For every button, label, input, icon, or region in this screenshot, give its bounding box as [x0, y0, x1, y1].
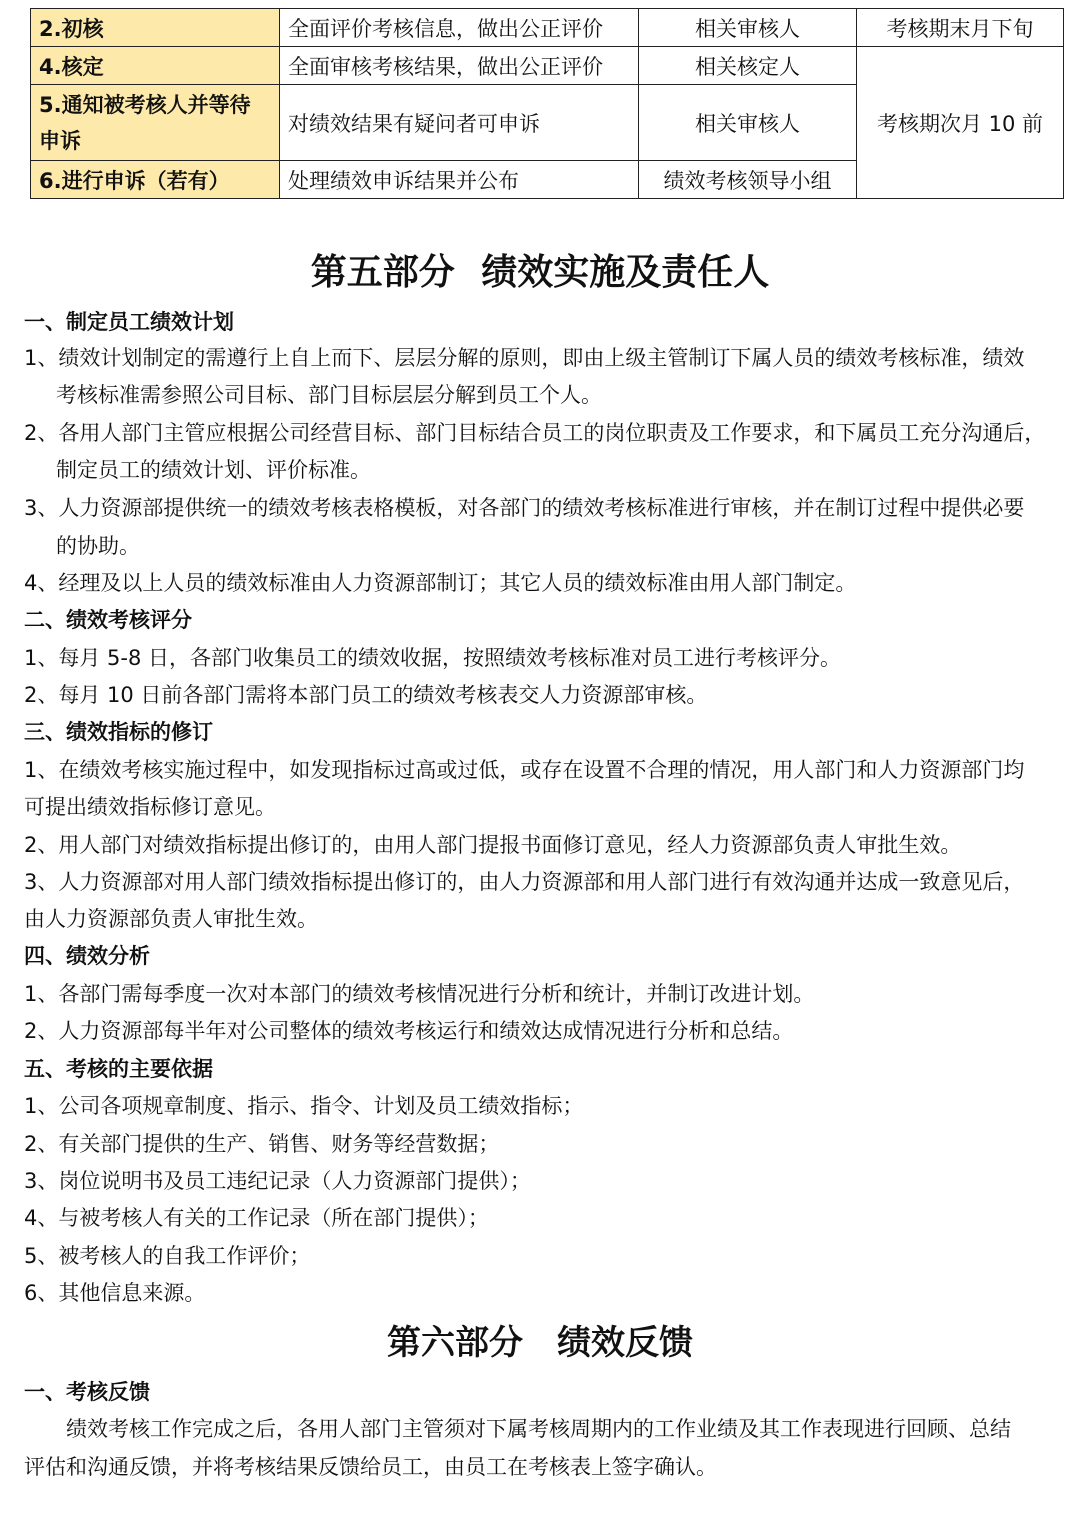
desc-cell: 处理绩效申诉结果并公布: [280, 161, 639, 199]
person-cell: 相关核定人: [639, 47, 857, 85]
process-table: [30, 8, 1064, 199]
table-row: [31, 47, 1064, 85]
list-item: 2、每月 10 日前各部门需将本部门员工的绩效考核表交人力资源部审核。: [24, 683, 708, 707]
time-cell: 考核期次月 10 前: [857, 47, 1064, 199]
time-cell: 考核期末月下旬: [857, 9, 1064, 47]
list-item: 4、经理及以上人员的绩效标准由人力资源部制订；其它人员的绩效标准由用人部门制定。: [24, 571, 857, 595]
person-cell: 相关审核人: [639, 9, 857, 47]
list-item: 3、人力资源部提供统一的绩效考核表格模板，对各部门的绩效考核标准进行审核，并在制订过程中提供必要: [24, 496, 1025, 520]
list-item-cont: 的协助。: [56, 534, 140, 558]
part5-title: 第五部分 绩效实施及责任人: [310, 252, 770, 293]
list-item-cont: 考核标准需参照公司目标、部门目标层层分解到员工个人。: [56, 383, 602, 407]
person-cell: 相关审核人: [639, 85, 857, 161]
step-line: 申诉: [39, 128, 81, 153]
list-item: 2、用人部门对绩效指标提出修订的，由用人部门提报书面修订意见，经人力资源部负责人审批生效。: [24, 833, 962, 857]
paragraph-line: 绩效考核工作完成之后，各用人部门主管须对下属考核周期内的工作业绩及其工作表现进行回顾、总结: [66, 1417, 1011, 1441]
list-item: 1、各部门需每季度一次对本部门的绩效考核情况进行分析和统计，并制订改进计划。: [24, 982, 815, 1006]
section-heading: 四、绩效分析: [24, 944, 150, 968]
list-item: 1、公司各项规章制度、指示、指令、计划及员工绩效指标；: [24, 1094, 584, 1118]
list-item-cont: 制定员工的绩效计划、评价标准。: [56, 458, 371, 482]
person-cell: 绩效考核领导小组: [639, 161, 857, 199]
part6-title: 第六部分 绩效反馈: [387, 1323, 693, 1363]
step-cell: [31, 85, 280, 161]
section-heading: 二、绩效考核评分: [24, 608, 192, 632]
list-item: 1、绩效计划制定的需遵行上自上而下、层层分解的原则，即由上级主管制订下属人员的绩效考核标准，绩效: [24, 346, 1025, 370]
step-cell: 6.进行申诉（若有）: [31, 161, 280, 199]
section-heading: 三、绩效指标的修订: [24, 720, 213, 744]
list-item: 1、在绩效考核实施过程中，如发现指标过高或过低，或存在设置不合理的情况，用人部门和人力资源部门均: [24, 758, 1025, 782]
list-item: 1、每月 5-8 日，各部门收集员工的绩效收据，按照绩效考核标准对员工进行考核评分。: [24, 646, 842, 670]
paragraph-line: 评估和沟通反馈，并将考核结果反馈给员工，由员工在考核表上签字确认。: [24, 1455, 717, 1479]
section-heading: 五、考核的主要依据: [24, 1057, 213, 1081]
list-item: 2、人力资源部每半年对公司整体的绩效考核运行和绩效达成情况进行分析和总结。: [24, 1019, 794, 1043]
desc-cell: 对绩效结果有疑问者可申诉: [280, 85, 639, 161]
section-heading: 一、考核反馈: [24, 1380, 150, 1404]
table-row: [31, 9, 1064, 47]
list-item: 3、岗位说明书及员工违纪记录（人力资源部门提供）；: [24, 1169, 531, 1193]
list-item-cont: 由人力资源部负责人审批生效。: [24, 907, 318, 931]
list-item: 3、人力资源部对用人部门绩效指标提出修订的，由人力资源部和用人部门进行有效沟通并达成一致意见后，: [24, 870, 1025, 894]
list-item: 2、各用人部门主管应根据公司经营目标、部门目标结合员工的岗位职责及工作要求，和下属员工充分沟通后，: [24, 421, 1046, 445]
list-item: 5、被考核人的自我工作评价；: [24, 1244, 311, 1268]
step-cell: 4.核定: [31, 47, 280, 85]
list-item-cont: 可提出绩效指标修订意见。: [24, 795, 276, 819]
list-item: 2、有关部门提供的生产、销售、财务等经营数据；: [24, 1132, 500, 1156]
step-line: 5.通知被考核人并等待: [39, 92, 251, 117]
section-heading: 一、制定员工绩效计划: [24, 310, 234, 334]
desc-cell: 全面审核考核结果，做出公正评价: [280, 47, 639, 85]
step-cell: 2.初核: [31, 9, 280, 47]
desc-cell: 全面评价考核信息，做出公正评价: [280, 9, 639, 47]
list-item: 4、与被考核人有关的工作记录（所在部门提供）；: [24, 1206, 489, 1230]
list-item: 6、其他信息来源。: [24, 1281, 206, 1305]
